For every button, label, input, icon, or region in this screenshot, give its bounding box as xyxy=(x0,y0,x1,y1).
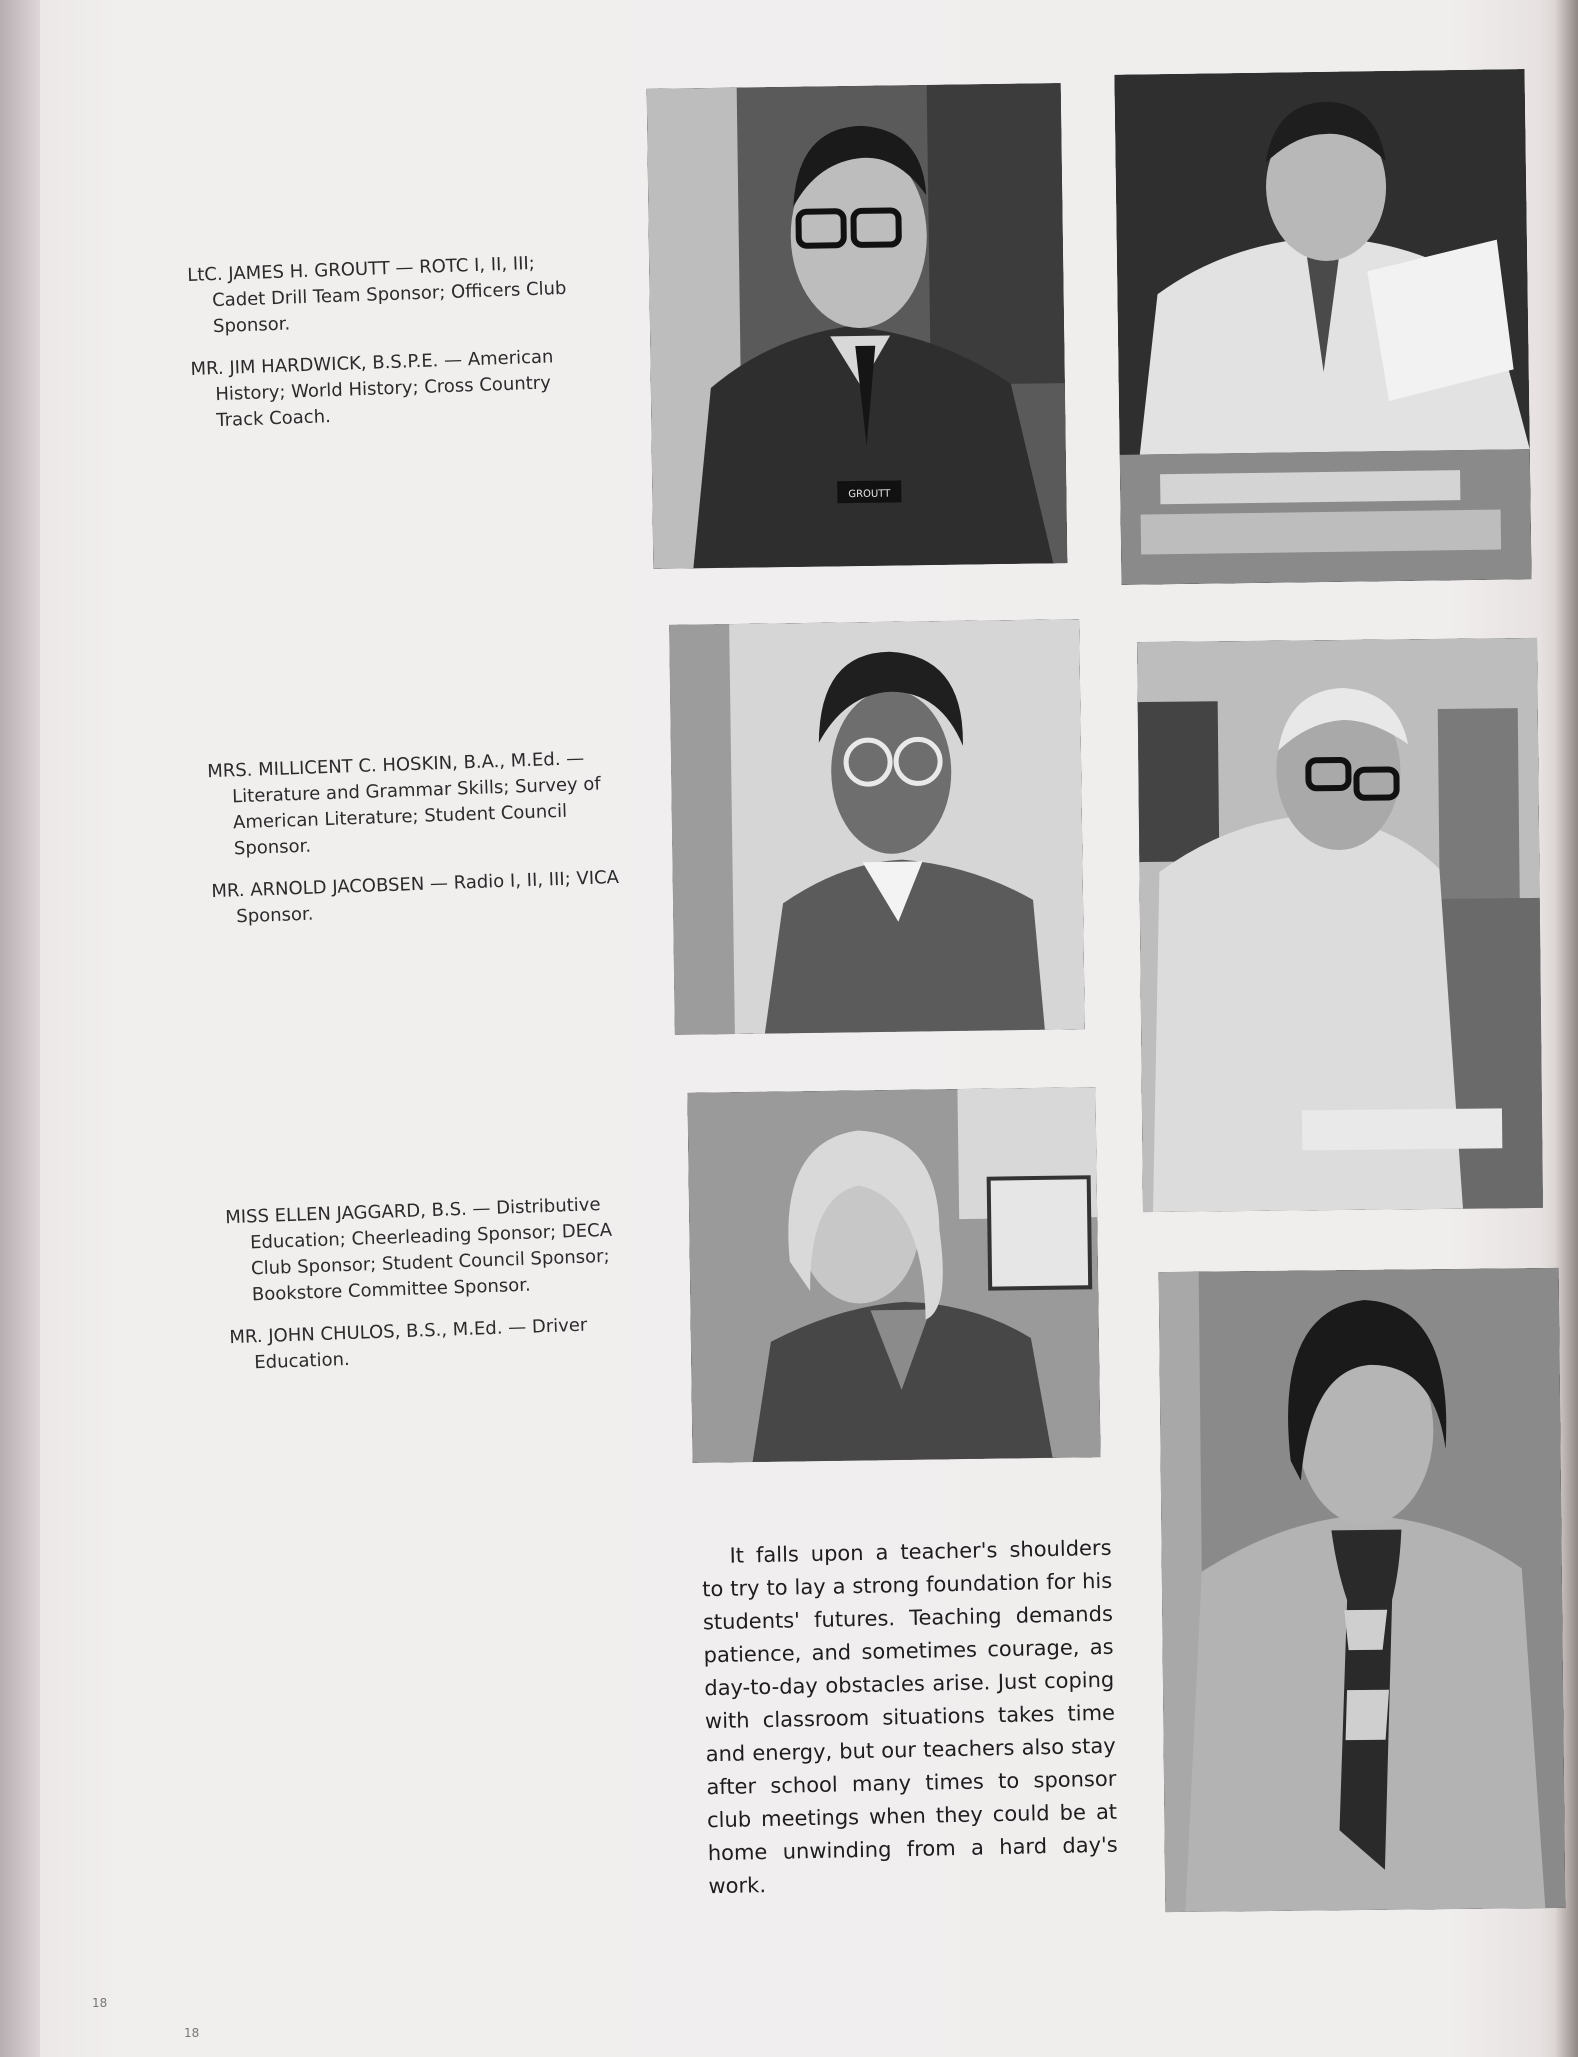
page-number: 18 xyxy=(92,1996,108,2010)
photo-groutt xyxy=(647,83,1068,569)
caption-chulos: MR. JOHN CHULOS, B.S., M.Ed. — Driver Education. xyxy=(229,1314,588,1374)
caption-group-3 xyxy=(225,1191,641,1393)
photo-hardwick xyxy=(1114,69,1531,585)
page-number-bleed: 18 xyxy=(184,2026,200,2040)
nametag: GROUTT xyxy=(848,488,891,501)
essay-paragraph: It falls upon a teacher's shoulders to try to lay a strong foundation for his students' futures. Teaching demands patience, and sometimes courage, as day-to-day obstacles arise. Just coping with classroom situations takes time and energy, but our teachers also stay after school many times to sponsor club meetings when they could be at home unwinding from a hard day's work. xyxy=(702,1535,1118,1899)
photo-jaggard xyxy=(687,1087,1100,1463)
caption-group-1 xyxy=(187,249,593,451)
caption-hardwick: MR. JIM HARDWICK, B.S.P.E. — American History; World History; Cross Country Track Coach. xyxy=(190,346,554,432)
photo-hoskin xyxy=(669,619,1085,1035)
caption-jaggard: MISS ELLEN JAGGARD, B.S. — Distributive Education; Cheerleading Sponsor; DECA Club Sponsor; Student Council Sponsor; Bookstore Committee Sponsor. xyxy=(224,1194,613,1306)
photo-jacobsen xyxy=(1137,638,1543,1212)
caption-groutt: LtC. JAMES H. GROUTT — ROTC I, II, III; Cadet Drill Team Sponsor; Officers Club Sponsor. xyxy=(186,252,567,338)
binding-gutter xyxy=(0,0,40,2057)
caption-group-2 xyxy=(207,745,623,947)
caption-jacobsen: MR. ARNOLD JACOBSEN — Radio I, II, III; VICA Sponsor. xyxy=(211,866,620,928)
caption-hoskin: MRS. MILLICENT C. HOSKIN, B.A., M.Ed. — Literature and Grammar Skills; Survey of American Literature; Student Council Sponsor. xyxy=(206,748,602,860)
photo-chulos xyxy=(1159,1268,1566,1912)
